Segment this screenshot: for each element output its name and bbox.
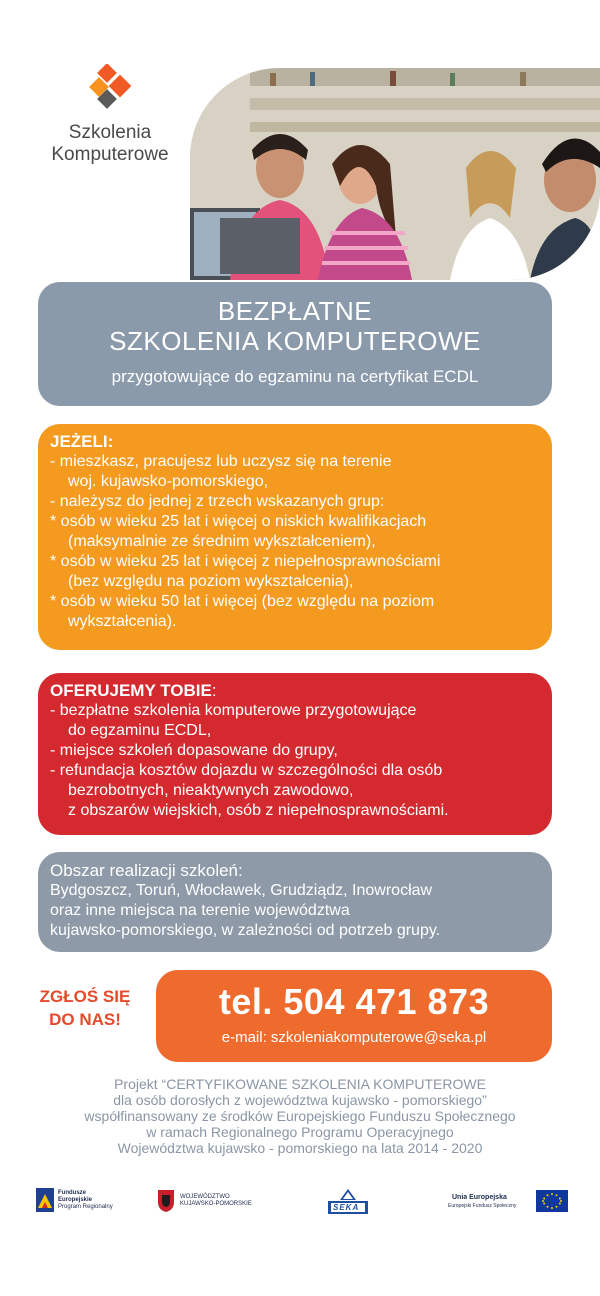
logo-mark-icon <box>78 64 142 114</box>
headline-subtitle: przygotowujące do egzaminu na certyfikat ECDL <box>111 367 479 386</box>
offer-line: z obszarów wiejskich, osób z niepełnosprawnościami. <box>68 802 449 819</box>
area-box <box>38 852 552 952</box>
students-photo <box>190 68 600 280</box>
region-line-1: WOJEWÓDZTWO <box>180 1194 230 1200</box>
conditions-line: (bez względu na poziom wykształcenia), <box>68 573 354 590</box>
cta-line-1: ZGŁOŚ SIĘ <box>39 987 131 1006</box>
region-line-2: KUJAWSKO-POMORSKIE <box>180 1201 252 1207</box>
project-line: współfinansowany ze środków Europejskiego Funduszu Społecznego <box>84 1108 516 1124</box>
project-line: Województwa kujawsko - pomorskiego na lata 2014 - 2020 <box>117 1140 483 1156</box>
offer-heading <box>50 681 540 701</box>
seka-logo <box>326 1188 370 1216</box>
offer-box <box>38 673 552 835</box>
region-crest-icon <box>158 1190 174 1212</box>
area-line: oraz inne miejsca na terenie województwa <box>50 902 350 919</box>
fe-line-3: Program Regionalny <box>58 1204 113 1210</box>
conditions-box <box>38 424 552 650</box>
fe-logo-icon <box>36 1188 54 1212</box>
conditions-line: * osób w wieku 25 lat i więcej z niepełnosprawnościami <box>50 553 441 570</box>
project-line: dla osób dorosłych z województwa kujawsko - pomorskiego” <box>113 1092 487 1108</box>
offer-line: do egzaminu ECDL, <box>68 722 212 739</box>
offer-line: - miejsce szkoleń dopasowane do grupy, <box>50 742 338 759</box>
sponsor-logos <box>30 1188 570 1218</box>
area-line: kujawsko-pomorskiego, w zależności od potrzeb grupy. <box>50 922 441 939</box>
email-address[interactable]: e-mail: szkoleniakomputerowe@seka.pl <box>221 1029 487 1046</box>
conditions-heading: JEŻELI: <box>50 432 114 451</box>
project-line: w ramach Regionalnego Programu Operacyjnego <box>146 1124 454 1140</box>
phone-number[interactable]: tel. 504 471 873 <box>218 981 490 1022</box>
contact-box <box>156 970 552 1062</box>
headline-line-2: SZKOLENIA KOMPUTEROWE <box>109 326 481 356</box>
fe-line-1: Fundusze <box>58 1190 86 1196</box>
area-heading: Obszar realizacji szkoleń: <box>50 861 243 880</box>
eu-flag-icon <box>536 1190 568 1212</box>
logo-line-1: Szkolenia <box>68 122 152 143</box>
fe-line-2: Europejskie <box>58 1197 93 1203</box>
students-photo-illustration <box>190 68 600 280</box>
offer-heading-text: OFERUJEMY TOBIE <box>50 681 212 700</box>
conditions-line: woj. kujawsko-pomorskiego, <box>68 473 269 490</box>
eu-line-2: Europejski Fundusz Społeczny <box>448 1203 517 1209</box>
project-line: Projekt “CERTYFIKOWANE SZKOLENIA KOMPUTEROWE <box>114 1076 486 1092</box>
logo-text <box>40 122 180 166</box>
conditions-line: - należysz do jednej z trzech wskazanych grup: <box>50 493 385 510</box>
offer-heading-colon: : <box>211 681 217 700</box>
logo-line-2: Komputerowe <box>51 144 169 165</box>
conditions-line: * osób w wieku 25 lat i więcej o niskich kwalifikacjach <box>50 513 427 530</box>
cta-line-2: DO NAS! <box>49 1010 121 1029</box>
fe-logo <box>36 1188 126 1216</box>
seka-label: SEKA <box>333 1203 360 1212</box>
conditions-line: * osób w wieku 50 lat i więcej (bez względu na poziom <box>50 593 435 610</box>
area-line: Bydgoszcz, Toruń, Włocławek, Grudziądz, Inowrocław <box>50 882 433 899</box>
project-info <box>40 1076 560 1156</box>
conditions-line: wykształcenia). <box>68 613 177 630</box>
conditions-line: (maksymalnie ze średnim wykształceniem), <box>68 533 376 550</box>
headline-line-1: BEZPŁATNE <box>217 296 373 326</box>
headline-box <box>38 282 552 406</box>
logo <box>40 64 180 174</box>
call-to-action <box>30 985 140 1031</box>
offer-line: - refundacja kosztów dojazdu w szczególności dla osób <box>50 762 443 779</box>
eu-logo <box>448 1188 570 1216</box>
eu-line-1: Unia Europejska <box>452 1194 507 1201</box>
offer-line: bezrobotnych, nieaktywnych zawodowo, <box>68 782 354 799</box>
conditions-line: - mieszkasz, pracujesz lub uczysz się na terenie <box>50 453 392 470</box>
offer-line: - bezpłatne szkolenia komputerowe przygotowujące <box>50 702 417 719</box>
region-logo <box>158 1188 258 1216</box>
